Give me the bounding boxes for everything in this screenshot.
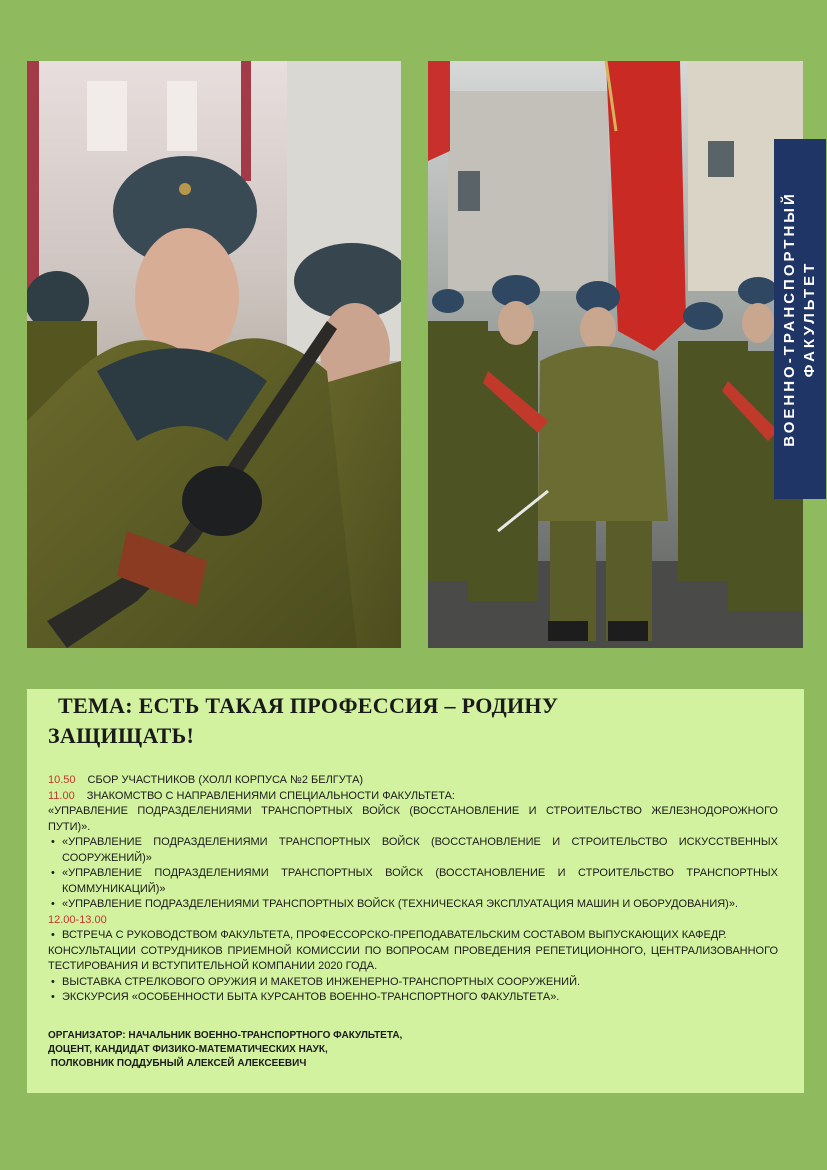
schedule-text-1050: СБОР УЧАСТНИКОВ (ХОЛЛ КОРПУСА №2 БЕЛГУТА)	[87, 774, 364, 786]
faculty-banner-line2: ФАКУЛЬТЕТ	[801, 260, 818, 378]
faculty-banner-text	[780, 191, 820, 447]
event-title-line2: ЗАЩИЩАТЬ!	[48, 723, 195, 748]
specialty-item: • «УПРАВЛЕНИЕ ПОДРАЗДЕЛЕНИЯМИ ТРАНСПОРТНЫХ ВОЙСК (ВОССТАНОВЛЕНИЕ И СТРОИТЕЛЬСТВО ТРАНСПОРТНЫХ КОММУНИКАЦИЙ)»	[48, 866, 778, 897]
organizer-block	[48, 1029, 778, 1071]
specialty-list	[48, 835, 778, 913]
event-info-box	[27, 689, 804, 1093]
event-title	[48, 689, 778, 751]
time-1050: 10.50	[48, 774, 76, 786]
event-title-line1: ТЕМА: ЕСТЬ ТАКАЯ ПРОФЕССИЯ – РОДИНУ	[58, 693, 559, 718]
consultation-text: КОНСУЛЬТАЦИИ СОТРУДНИКОВ ПРИЕМНОЙ КОМИССИИ ПО ВОПРОСАМ ПРОВЕДЕНИЯ РЕПЕТИЦИОННОГО, ЦЕНТРАЛИЗОВАННОГО ТЕСТИРОВАНИЯ И ВСТУПИТЕЛЬНОЙ КОМПАНИИ 2020 ГОДА.	[48, 944, 778, 972]
organizer-line2: ДОЦЕНТ, КАНДИДАТ ФИЗИКО-МАТЕМАТИЧЕСКИХ НАУК,	[48, 1043, 328, 1055]
photo-marching-soldiers	[428, 61, 803, 648]
schedule-row-1200	[48, 913, 778, 929]
specialty-first: «УПРАВЛЕНИЕ ПОДРАЗДЕЛЕНИЯМИ ТРАНСПОРТНЫХ ВОЙСК (ВОССТАНОВЛЕНИЕ И СТРОИТЕЛЬСТВО ЖЕЛЕЗНОДОРОЖНОГО ПУТИ)».	[48, 805, 778, 833]
time-1100: 11.00	[48, 789, 75, 802]
photo-cadet-with-rifle	[27, 61, 401, 648]
meeting-item: • ВСТРЕЧА С РУКОВОДСТВОМ ФАКУЛЬТЕТА, ПРОФЕССОРСКО-ПРЕПОДАВАТЕЛЬСКИМ СОСТАВОМ ВЫПУСКАЮЩИХ КАФЕДР.	[48, 928, 778, 944]
schedule-text-1100: ЗНАКОМСТВО С НАПРАВЛЕНИЯМИ СПЕЦИАЛЬНОСТИ ФАКУЛЬТЕТА:	[86, 789, 455, 802]
meeting-list	[48, 928, 778, 944]
extra-activities-list	[48, 975, 778, 1006]
organizer-line3: ПОЛКОВНИК ПОДДУБНЫЙ АЛЕКСЕЙ АЛЕКСЕЕВИЧ	[48, 1057, 307, 1069]
activity-item: • ВЫСТАВКА СТРЕЛКОВОГО ОРУЖИЯ И МАКЕТОВ ИНЖЕНЕРНО-ТРАНСПОРТНЫХ СООРУЖЕНИЙ.	[48, 975, 778, 991]
faculty-side-banner	[774, 139, 826, 499]
specialty-item: • «УПРАВЛЕНИЕ ПОДРАЗДЕЛЕНИЯМИ ТРАНСПОРТНЫХ ВОЙСК (ВОССТАНОВЛЕНИЕ И СТРОИТЕЛЬСТВО ИСКУССТВЕННЫХ СООРУЖЕНИЙ)»	[48, 835, 778, 866]
activity-item: • ЭКСКУРСИЯ «ОСОБЕННОСТИ БЫТА КУРСАНТОВ ВОЕННО-ТРАНСПОРТНОГО ФАКУЛЬТЕТА».	[48, 990, 778, 1006]
specialty-item: • «УПРАВЛЕНИЕ ПОДРАЗДЕЛЕНИЯМИ ТРАНСПОРТНЫХ ВОЙСК (ТЕХНИЧЕСКАЯ ЭКСПЛУАТАЦИЯ МАШИН И ОБОРУДОВАНИЯ)».	[48, 897, 778, 913]
schedule-row-1050	[48, 773, 778, 789]
organizer-line1: ОРГАНИЗАТОР: НАЧАЛЬНИК ВОЕННО-ТРАНСПОРТНОГО ФАКУЛЬТЕТА,	[48, 1029, 403, 1041]
time-1200: 12.00-13.00	[48, 913, 107, 926]
faculty-banner-line1: ВОЕННО-ТРАНСПОРТНЫЙ	[781, 191, 798, 447]
event-schedule	[48, 773, 778, 1006]
schedule-row-1100	[48, 789, 778, 805]
